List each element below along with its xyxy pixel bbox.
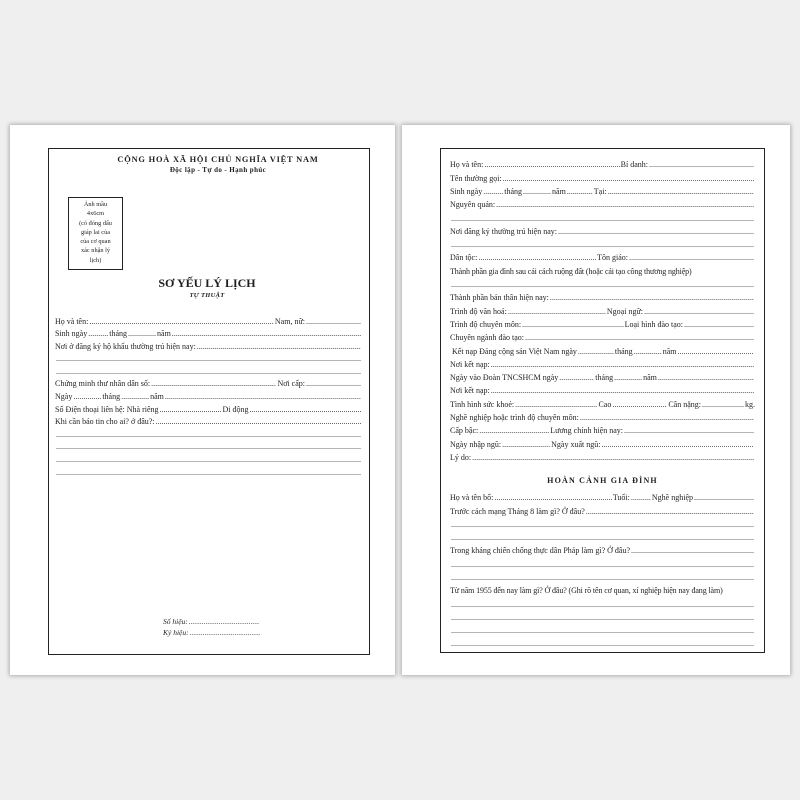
fill-blank — [160, 404, 222, 417]
field-label: Nguyên quán: — [450, 200, 496, 210]
fill-blank — [451, 624, 754, 637]
blank-line — [450, 571, 755, 584]
fill-blank — [523, 185, 551, 198]
fill-blank — [121, 391, 149, 404]
field-label: tháng — [504, 186, 523, 196]
national-motto: Độc lập - Tự do - Hạnh phúc — [169, 166, 267, 174]
form-line-family-class — [450, 265, 755, 278]
fill-blank — [156, 416, 361, 429]
fill-blank — [451, 278, 754, 291]
fill-blank — [684, 318, 754, 331]
blank-line — [55, 454, 362, 467]
form-line-education — [450, 305, 755, 318]
blank-line — [55, 429, 362, 442]
fill-blank — [631, 491, 651, 504]
form-line-military-service — [450, 438, 755, 451]
field-label: Bí danh: — [620, 160, 648, 170]
fill-blank — [515, 398, 597, 411]
fill-blank — [629, 251, 754, 264]
form-line-doc-code — [163, 627, 273, 638]
fill-blank — [56, 429, 361, 442]
field-label: Dân tộc: — [450, 253, 478, 263]
document-subtitle: TỰ THUẬT — [189, 292, 225, 299]
field-label: Cao — [598, 399, 612, 409]
field-label: Thành phần bản thân hiện nay: — [450, 293, 549, 303]
fill-blank — [491, 384, 754, 397]
form-line-birth-date — [55, 328, 362, 341]
fill-blank — [658, 371, 754, 384]
form-line-id-number — [55, 378, 362, 391]
fill-blank — [197, 341, 361, 354]
fill-blank — [502, 438, 550, 451]
form-line-full-name — [450, 158, 755, 171]
fill-blank — [624, 424, 754, 437]
blank-line — [450, 637, 755, 650]
fill-blank — [478, 251, 596, 264]
form-line-youth-union — [450, 371, 755, 384]
field-label: Ngày xuất ngũ: — [551, 439, 601, 449]
fill-blank — [483, 185, 503, 198]
fill-blank — [567, 185, 593, 198]
field-label: Sinh ngày — [450, 186, 483, 196]
field-label: tháng — [102, 392, 121, 402]
field-label: Trình độ văn hoá: — [450, 306, 507, 316]
field-label: Trình độ chuyên môn: — [450, 319, 522, 329]
field-label: Họ và tên bố: — [450, 493, 494, 503]
field-label: năm — [643, 373, 657, 383]
fill-blank — [608, 185, 754, 198]
fill-blank — [525, 331, 754, 344]
family-section — [450, 491, 755, 650]
field-label: Tình hình sức khoẻ: — [450, 399, 515, 409]
field-label: Số Điện thoại liên hệ: Nhà riêng — [55, 404, 159, 414]
fill-blank — [580, 411, 754, 424]
form-line-common-name — [450, 172, 755, 185]
family-section-heading: HOÀN CẢNH GIA ĐÌNH — [547, 476, 658, 485]
personal-info-section — [55, 316, 362, 480]
fill-blank — [484, 158, 619, 171]
field-label: Nơi kết nạp: — [450, 359, 490, 369]
field-label: Kết nạp Đảng cộng sản Việt Nam ngày — [452, 346, 577, 356]
fill-blank — [306, 378, 361, 391]
national-title: CỘNG HOÀ XÃ HỘI CHỦ NGHĨA VIỆT NAM — [117, 155, 319, 164]
fill-blank — [644, 305, 754, 318]
field-label: Nơi kết nạp: — [450, 386, 490, 396]
field-label: Ngày vào Đoàn TNCSHCM ngày — [450, 373, 559, 383]
fill-blank — [451, 598, 754, 611]
form-line-full-name — [55, 316, 362, 329]
field-label: Số hiệu: — [163, 617, 188, 626]
field-label: năm — [662, 346, 677, 356]
fill-blank — [451, 238, 754, 251]
field-label: Ngày nhập ngũ: — [450, 439, 502, 449]
fill-blank — [451, 531, 754, 544]
field-label: Tôn giáo: — [597, 253, 628, 263]
fill-blank — [503, 172, 754, 185]
form-line-hometown — [450, 198, 755, 211]
background-info-section — [450, 158, 755, 464]
blank-line — [450, 624, 755, 637]
field-label: Cân nặng: — [668, 399, 701, 409]
field-label: Khi cần báo tin cho ai? ở đâu?: — [55, 417, 155, 427]
blank-line — [450, 518, 755, 531]
form-line-ethnicity-religion — [450, 251, 755, 264]
field-label: Lương chính hiện nay: — [550, 426, 623, 436]
field-label: Ngoại ngữ: — [606, 306, 643, 316]
fill-blank — [88, 328, 108, 341]
fill-blank — [451, 637, 754, 650]
fill-blank — [649, 158, 754, 171]
fill-blank — [472, 451, 754, 464]
fill-blank — [56, 454, 361, 467]
fill-blank — [451, 518, 754, 531]
photo-box-text: xác nhận lý — [80, 247, 111, 255]
fill-blank — [56, 353, 361, 366]
field-label: tháng — [109, 329, 128, 339]
fill-blank — [634, 345, 662, 358]
field-label: Cấp bậc: — [450, 426, 479, 436]
field-label: Nơi ở đăng ký hộ khẩu thường trú hiện nay: — [55, 341, 196, 351]
field-label: Di động — [222, 404, 249, 414]
form-line-reason — [450, 451, 755, 464]
blank-line — [55, 441, 362, 454]
blank-line — [55, 353, 362, 366]
fill-blank — [702, 398, 744, 411]
form-line-before-revolution — [450, 505, 755, 518]
photo-box-text: (có đóng dấu — [79, 219, 112, 227]
field-label: Nam, nữ: — [274, 316, 305, 326]
blank-line — [450, 558, 755, 571]
fill-blank — [496, 198, 754, 211]
field-label: kg. — [745, 399, 755, 409]
field-label: Tên thường gọi: — [450, 173, 502, 183]
field-label: Chứng minh thư nhân dân số: — [55, 379, 151, 389]
form-line-party-place — [450, 358, 755, 371]
form-line-rank-salary — [450, 424, 755, 437]
fill-blank — [189, 616, 259, 627]
field-label: năm — [157, 329, 171, 339]
form-line-major — [450, 331, 755, 344]
photo-box-text: giáp lai của — [80, 228, 111, 236]
field-label: Nghề nghiệp — [651, 493, 693, 503]
blank-line — [450, 278, 755, 291]
fill-blank — [306, 316, 361, 329]
field-label: Ký hiệu: — [163, 628, 189, 637]
fill-blank — [451, 571, 754, 584]
fill-blank — [73, 391, 101, 404]
fill-blank — [165, 391, 361, 404]
fill-blank — [578, 345, 614, 358]
photo-box-text: của cơ quan — [80, 238, 111, 246]
field-label: Ngày — [55, 392, 73, 402]
fill-blank — [128, 328, 156, 341]
right-page — [402, 125, 790, 675]
fill-blank — [451, 212, 754, 225]
fill-blank — [694, 491, 754, 504]
form-line-phone — [55, 404, 362, 417]
photo-box — [68, 197, 123, 270]
fill-blank — [56, 441, 361, 454]
blank-line — [450, 531, 755, 544]
photo-box-text: Ảnh mầu — [83, 201, 108, 208]
fill-blank — [451, 558, 754, 571]
blank-line — [450, 598, 755, 611]
form-line-health — [450, 398, 755, 411]
form-line-father — [450, 491, 755, 504]
fill-blank — [508, 305, 606, 318]
blank-line — [450, 212, 755, 225]
blank-line — [55, 366, 362, 379]
field-label: năm — [552, 186, 566, 196]
fill-blank — [451, 611, 754, 624]
fill-blank — [558, 225, 754, 238]
form-line-birth — [450, 185, 755, 198]
field-label: Nơi cấp: — [277, 379, 305, 389]
field-label: Từ năm 1955 đến nay làm gì? Ở đâu? (Ghi rõ tên cơ quan, xí nghiệp hiện nay đang làm) — [450, 586, 723, 596]
photo-box-text: 4x6cm — [86, 210, 105, 218]
field-label: Họ và tên: — [450, 160, 484, 170]
fill-blank — [559, 371, 594, 384]
field-label: tháng — [614, 346, 633, 356]
fill-blank — [190, 627, 260, 638]
fill-blank — [89, 316, 274, 329]
form-line-residence — [55, 341, 362, 354]
field-label: Thành phần gia đình sau cải cách ruộng đất (hoặc cải tạo công thương nghiệp) — [450, 266, 692, 276]
photo-box-text: lịch) — [89, 256, 102, 264]
form-line-id-date — [55, 391, 362, 404]
fill-blank — [601, 438, 754, 451]
fill-blank — [56, 467, 361, 480]
fill-blank — [550, 291, 754, 304]
left-page — [10, 125, 395, 675]
fill-blank — [614, 371, 642, 384]
field-label: Sinh ngày — [55, 329, 88, 339]
form-line-personal-class — [450, 291, 755, 304]
field-label: Trước cách mạng Tháng 8 làm gì? Ở đâu? — [450, 506, 585, 516]
field-label: Loại hình đào tạo: — [624, 319, 683, 329]
form-line-emergency-contact — [55, 416, 362, 429]
form-line-union-place — [450, 384, 755, 397]
form-line-resistance-war — [450, 544, 755, 557]
field-label: Tại: — [593, 186, 607, 196]
field-label: Lý do: — [450, 452, 472, 462]
fill-blank — [612, 398, 667, 411]
fill-blank — [522, 318, 624, 331]
field-label: Nghề nghiệp hoặc trình độ chuyên môn: — [450, 413, 579, 423]
fill-blank — [250, 404, 361, 417]
field-label: Chuyên ngành đào tạo: — [450, 333, 524, 343]
fill-blank — [151, 378, 276, 391]
fill-blank — [586, 505, 754, 518]
blank-line — [450, 238, 755, 251]
fill-blank — [172, 328, 361, 341]
field-label: tháng — [595, 373, 614, 383]
form-line-occupation — [450, 411, 755, 424]
fill-blank — [491, 358, 754, 371]
field-label: Tuổi: — [612, 493, 630, 503]
form-line-qualification — [450, 318, 755, 331]
document-title: SƠ YẾU LÝ LỊCH — [158, 276, 256, 290]
field-label: Nơi đăng ký thường trú hiện nay: — [450, 226, 558, 236]
form-line-since-1955 — [450, 584, 755, 597]
blank-line — [55, 467, 362, 480]
form-line-party-admission — [450, 345, 755, 358]
fill-blank — [631, 544, 754, 557]
fill-blank — [494, 491, 612, 504]
field-label: năm — [150, 392, 164, 402]
form-line-residence — [450, 225, 755, 238]
fill-blank — [677, 345, 754, 358]
field-label: Họ và tên: — [55, 316, 89, 326]
document-reference — [163, 616, 273, 638]
form-line-doc-number — [163, 616, 273, 627]
blank-line — [450, 611, 755, 624]
fill-blank — [479, 424, 549, 437]
fill-blank — [56, 366, 361, 379]
field-label: Trong kháng chiến chống thực dân Pháp làm gì? Ở đâu? — [450, 546, 631, 556]
